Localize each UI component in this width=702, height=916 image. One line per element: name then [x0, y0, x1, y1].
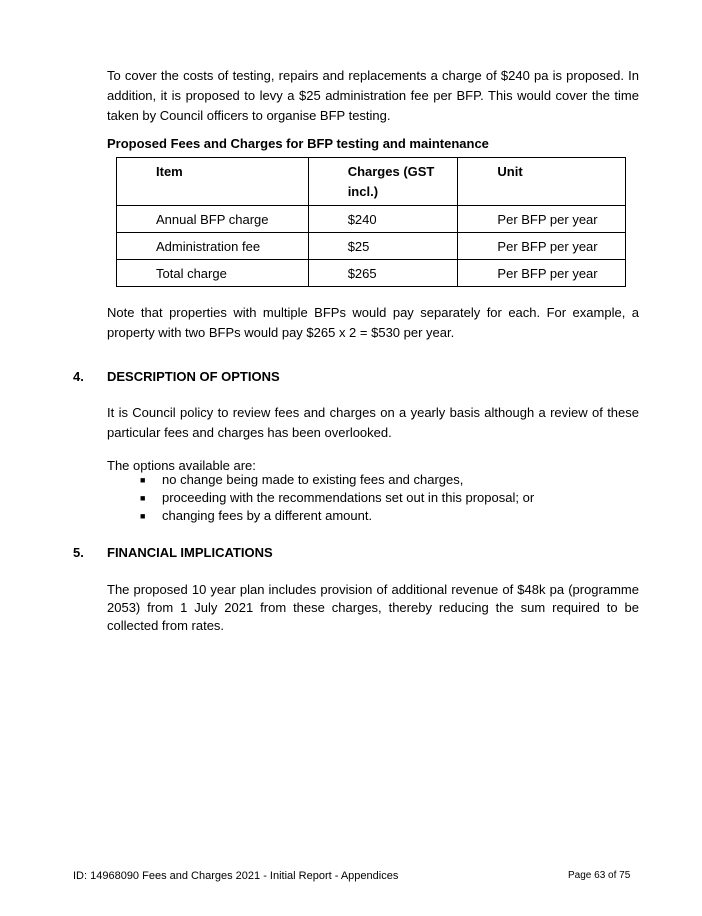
- list-item: [140, 489, 534, 507]
- table-row: [117, 260, 626, 287]
- list-item: [140, 507, 534, 525]
- section-number: 5.: [73, 545, 84, 560]
- table-cell: $265: [308, 260, 458, 287]
- square-bullet-icon: ■: [140, 511, 146, 521]
- table-title: Proposed Fees and Charges for BFP testing and maintenance: [107, 136, 489, 151]
- table-cell: Per BFP per year: [458, 233, 626, 260]
- table-cell: $25: [308, 233, 458, 260]
- table-header-row: [117, 158, 626, 206]
- fees-table: [116, 157, 626, 287]
- square-bullet-icon: ■: [140, 475, 146, 485]
- square-bullet-icon: ■: [140, 493, 146, 503]
- section-number: 4.: [73, 369, 84, 384]
- section-heading: FINANCIAL IMPLICATIONS: [107, 545, 273, 560]
- list-item-text: proceeding with the recommendations set out in this proposal; or: [162, 490, 535, 505]
- financial-paragraph: The proposed 10 year plan includes provision of additional revenue of $48k pa (programme 2053) from 1 July 2021 from these charges, thereby reducing the sum required to be collected from rates.: [107, 582, 639, 633]
- table-cell: Annual BFP charge: [117, 206, 309, 233]
- table-cell: Total charge: [117, 260, 309, 287]
- table-row: [117, 206, 626, 233]
- policy-paragraph: It is Council policy to review fees and charges on a yearly basis although a review of these particular fees and charges has been overlooked.: [107, 405, 639, 440]
- note-paragraph: Note that properties with multiple BFPs would pay separately for each. For example, a property with two BFPs would pay $265 x 2 = $530 per year.: [107, 305, 639, 340]
- footer-document-id: ID: 14968090 Fees and Charges 2021 - Initial Report - Appendices: [73, 870, 399, 882]
- footer-page-number: Page 63 of 75: [568, 870, 631, 881]
- options-list: [140, 471, 534, 525]
- list-item: [140, 471, 534, 489]
- table-cell: $240: [308, 206, 458, 233]
- list-item-text: no change being made to existing fees and charges,: [162, 472, 464, 487]
- table-row: [117, 233, 626, 260]
- list-item-text: changing fees by a different amount.: [162, 508, 373, 523]
- intro-paragraph: To cover the costs of testing, repairs and replacements a charge of $240 pa is proposed. In addition, it is proposed to levy a $25 administration fee per BFP. This would cover the time taken by Council officers to organise BFP testing.: [107, 68, 639, 123]
- table-header-cell: Unit: [458, 158, 626, 206]
- table-cell: Per BFP per year: [458, 260, 626, 287]
- table-cell: Per BFP per year: [458, 206, 626, 233]
- table-cell: Administration fee: [117, 233, 309, 260]
- table-header-cell: Charges (GST incl.): [308, 158, 458, 206]
- options-intro: The options available are:: [107, 458, 256, 473]
- section-heading: DESCRIPTION OF OPTIONS: [107, 369, 280, 384]
- table-header-cell: Item: [117, 158, 309, 206]
